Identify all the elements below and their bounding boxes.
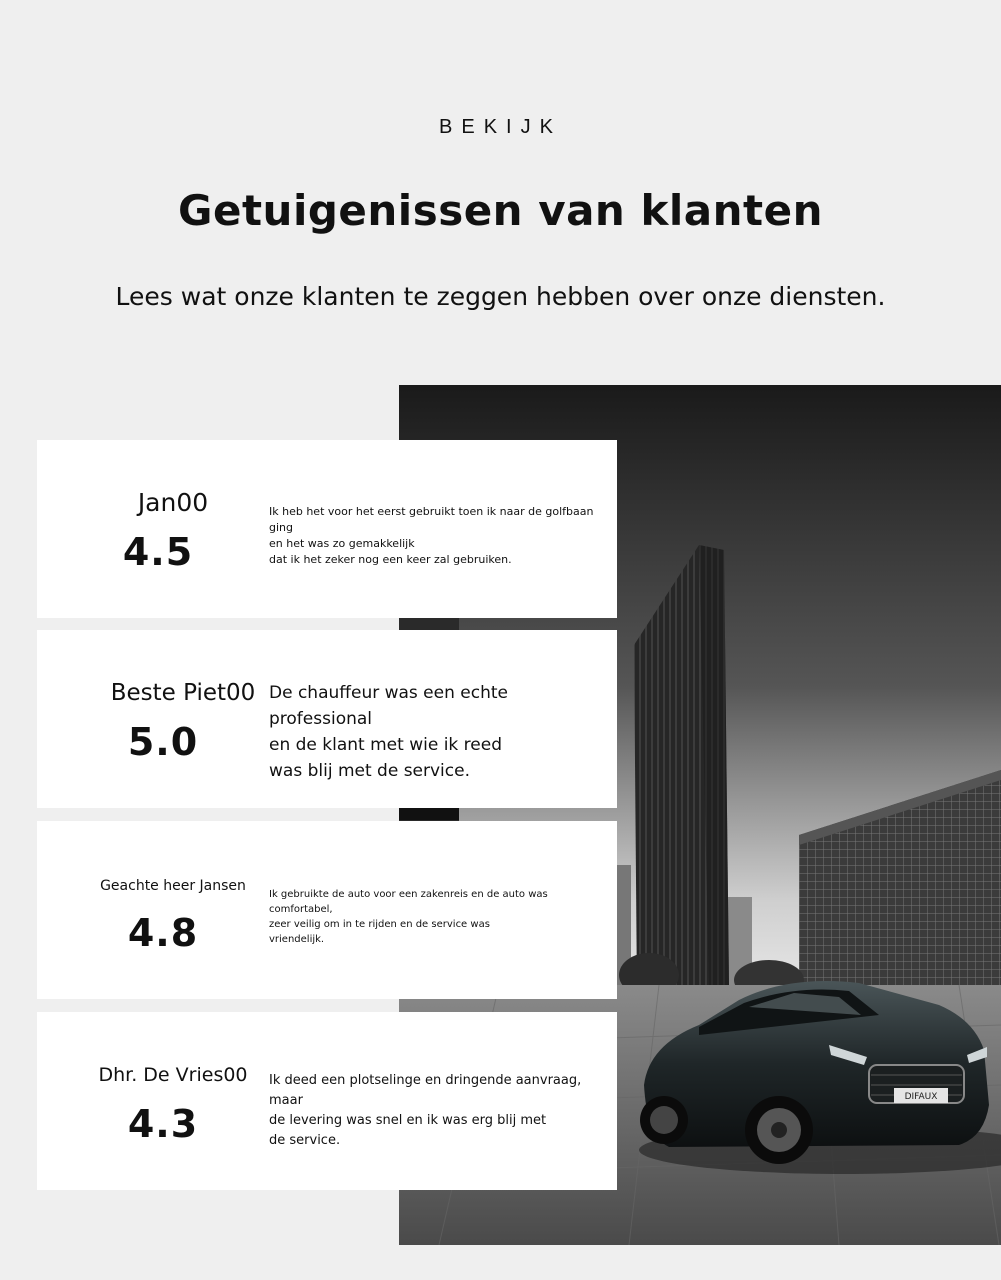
testimonial-quote: Ik heb het voor het eerst gebruikt toen ik naar de golfbaan ging en het was zo gemakkelijk dat ik het zeker nog een keer zal gebruiken.: [269, 505, 594, 566]
testimonial-quote: De chauffeur was een echte professional en de klant met wie ik reed was blij met de service.: [269, 683, 508, 781]
testimonial-card: [37, 1012, 617, 1190]
section-eyebrow: BEKIJK: [439, 116, 562, 138]
testimonial-quote: Ik gebruikte de auto voor een zakenreis en de auto was comfortabel, zeer veilig om in te rijden en de service was vriendelijk.: [269, 889, 548, 945]
testimonial-name: Dhr. De Vries00: [98, 1064, 248, 1086]
section-title: Getuigenissen van klanten: [178, 186, 823, 235]
license-plate-text: DIFAUX: [904, 1092, 938, 1102]
testimonial-name: Geachte heer Jansen: [100, 878, 246, 894]
testimonial-card: [37, 440, 617, 618]
testimonial-card: [37, 821, 617, 999]
testimonial-name: Beste Piet00: [110, 680, 256, 706]
testimonial-rating: 4.8: [127, 911, 199, 955]
testimonial-rating: 5.0: [127, 720, 199, 764]
testimonial-quote: Ik deed een plotselinge en dringende aanvraag, maar de levering was snel en ik was erg blij met de service.: [269, 1073, 582, 1148]
testimonial-rating: 4.3: [127, 1102, 199, 1146]
section-subtitle: Lees wat onze klanten te zeggen hebben over onze diensten.: [115, 282, 886, 311]
testimonial-card: [37, 630, 617, 808]
testimonial-name: Jan00: [137, 488, 209, 517]
testimonial-rating: 4.5: [122, 530, 194, 574]
